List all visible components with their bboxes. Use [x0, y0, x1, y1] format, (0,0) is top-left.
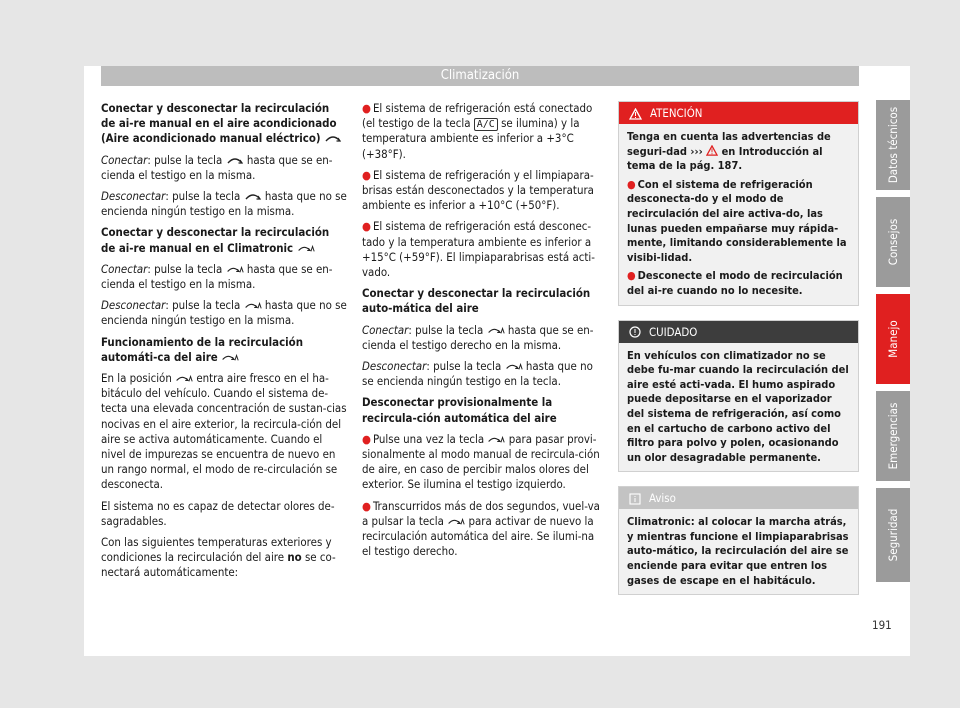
auto-recirculation-icon — [447, 517, 465, 526]
heading-auto-recirc-toggle: Conectar y desconectar la recirculación auto-mática del aire — [362, 286, 591, 316]
warning-triangle-icon — [629, 108, 642, 120]
bullet-icon: ● — [627, 269, 636, 283]
list-item: ● Con el sistema de refrigeración desconecta-do y el modo de recirculación del aire activa-do, las lunas pueden empañarse muy rápida-mente, limitando considerablemente la visibi-lidad. — [627, 177, 847, 264]
warning-box — [618, 101, 859, 306]
ac-key: A/C — [474, 118, 498, 131]
paragraph: Con las siguientes temperaturas exteriores y condiciones la recirculación del aire no se co-nectará automáticamente: — [101, 535, 336, 580]
caution-header: CUIDADO — [619, 321, 858, 343]
column-3 — [618, 101, 859, 609]
heading-temporary-disable: Desconectar provisionalmente la recircula-ción automática del aire — [362, 395, 557, 425]
warning-triangle-icon — [706, 145, 718, 156]
bullet-icon: ● — [362, 498, 371, 513]
paragraph: El sistema no es capaz de detectar olores de-sagradables. — [101, 498, 335, 528]
section-header: Climatización — [101, 66, 859, 86]
tab-datos-tecnicos[interactable]: Datos técnicos — [876, 100, 910, 190]
warning-body: Tenga en cuenta las advertencias de seguri-dad ››› en Introducción al tema de la pág. 187. ● Con el sistema de refrigeración desconecta-do y el modo de recirculación del aire activa-do, las lunas pueden empañarse muy rápida-mente, limitando considerablemente la visibi-lidad. ● Desconecte el modo de recirculación del ai-re cuando no lo necesite. — [619, 124, 858, 305]
list-item: ● El sistema de refrigeración está desconec-tado y la temperatura ambiente es inferior a +15°C (+59°F). El limpiaparabrisas está acti-vado. — [362, 219, 595, 280]
bullet-icon: ● — [362, 431, 371, 446]
bullet-icon: ● — [362, 101, 371, 115]
page-number: 191 — [872, 618, 892, 632]
tab-seguridad[interactable]: Seguridad — [876, 488, 910, 582]
auto-recirculation-icon — [505, 362, 523, 371]
auto-recirculation-icon — [487, 326, 505, 335]
recirculation-icon — [226, 156, 244, 165]
paragraph: Conectar: pulse la tecla hasta que se en-cienda el testigo derecho en la misma. — [362, 322, 594, 352]
heading-auto-recirc-function: Funcionamiento de la recirculación automáti-ca del aire — [101, 334, 304, 364]
heading-manual-recirc: Conectar y desconectar la recirculación de ai-re manual en el aire acondicionado (Aire acondicionado manual eléctrico) — [101, 101, 347, 147]
list-item: ● El sistema de refrigeración y el limpiapara-brisas están desconectados y la temperatura ambiente es inferior a +10°C (+50°F). — [362, 167, 594, 213]
paragraph: Desconectar: pulse la tecla hasta que no se encienda ningún testigo en la tecla. — [362, 359, 593, 389]
note-box — [618, 486, 859, 595]
info-icon — [629, 493, 641, 505]
paragraph: Desconectar: pulse la tecla hasta que no se encienda ningún testigo en la misma. — [101, 298, 347, 328]
list-item: ● Pulse una vez la tecla para pasar provi-sionalmente al modo manual de recircula-ción de aire, en caso de percibir malos olores del exterior. Se ilumina el testigo izquierdo. — [362, 431, 600, 492]
paragraph: Conectar: pulse la tecla hasta que se en-cienda el testigo en la misma. — [101, 261, 333, 292]
caution-box — [618, 320, 859, 473]
heading-climatronic-recirc: Conectar y desconectar la recirculación de ai-re manual en el Climatronic — [101, 225, 330, 255]
paragraph: En la posición entra aire fresco en el ha-bitáculo del vehículo. Cuando el sistema de-tecta una elevada concentración de sustan-cias nocivas en el aire exterior, la recircula-ción del aire se activa automáticamente. Cuando el nivel de impurezas se encuentra de nuevo en un rango normal, el modo de re-circulación se desconecta. — [101, 371, 347, 492]
warning-header: ATENCIÓN — [619, 102, 858, 124]
auto-recirculation-icon — [487, 435, 505, 444]
list-item: ● Transcurridos más de dos segundos, vuel-va a pulsar la tecla para activar de nuevo la recirculación automática del aire. Se ilumi-na el testigo derecho. — [362, 498, 600, 559]
auto-recirculation-icon — [226, 265, 244, 274]
column-2 — [362, 101, 602, 565]
auto-recirculation-icon — [221, 353, 239, 362]
recirculation-icon — [324, 134, 342, 143]
paragraph: Conectar: pulse la tecla hasta que se en-cienda el testigo en la misma. — [101, 152, 333, 182]
auto-recirculation-icon — [244, 301, 262, 310]
bullet-icon: ● — [627, 177, 636, 191]
note-body: Climatronic: al colocar la marcha atrás, y mientras funcione el limpiaparabrisas auto-mático, la recirculación del aire se enciende para evitar que entren los gases de escape en el habitáculo. — [619, 509, 858, 594]
bullet-icon: ● — [362, 219, 371, 234]
tab-manejo[interactable]: Manejo — [876, 294, 910, 384]
paragraph: Desconectar: pulse la tecla hasta que no se encienda ningún testigo en la misma. — [101, 189, 347, 219]
exclamation-circle-icon — [629, 326, 641, 338]
auto-recirculation-icon — [175, 374, 193, 383]
note-header: Aviso — [619, 487, 858, 509]
tab-consejos[interactable]: Consejos — [876, 197, 910, 287]
tab-emergencias[interactable]: Emergencias — [876, 391, 910, 481]
column-1 — [101, 101, 347, 587]
auto-recirculation-icon — [297, 244, 315, 253]
list-item: ● El sistema de refrigeración está conectado (el testigo de la tecla A/C se ilumina) y la temperatura ambiente es inferior a +3°C (+38°F). — [362, 101, 593, 161]
bullet-icon: ● — [362, 167, 371, 182]
list-item: ● Desconecte el modo de recirculación del ai-re cuando no lo necesite. — [627, 269, 843, 297]
recirculation-icon — [244, 192, 262, 201]
caution-body: En vehículos con climatizador no se debe fu-mar cuando la recirculación del aire esté acti-vada. El humo aspirado puede depositarse en el vaporizador del sistema de refrigeración, así como en el cartucho de carbono activo del filtro para polvo y polen, ocasionando un olor desagradable permanente. — [619, 343, 858, 472]
